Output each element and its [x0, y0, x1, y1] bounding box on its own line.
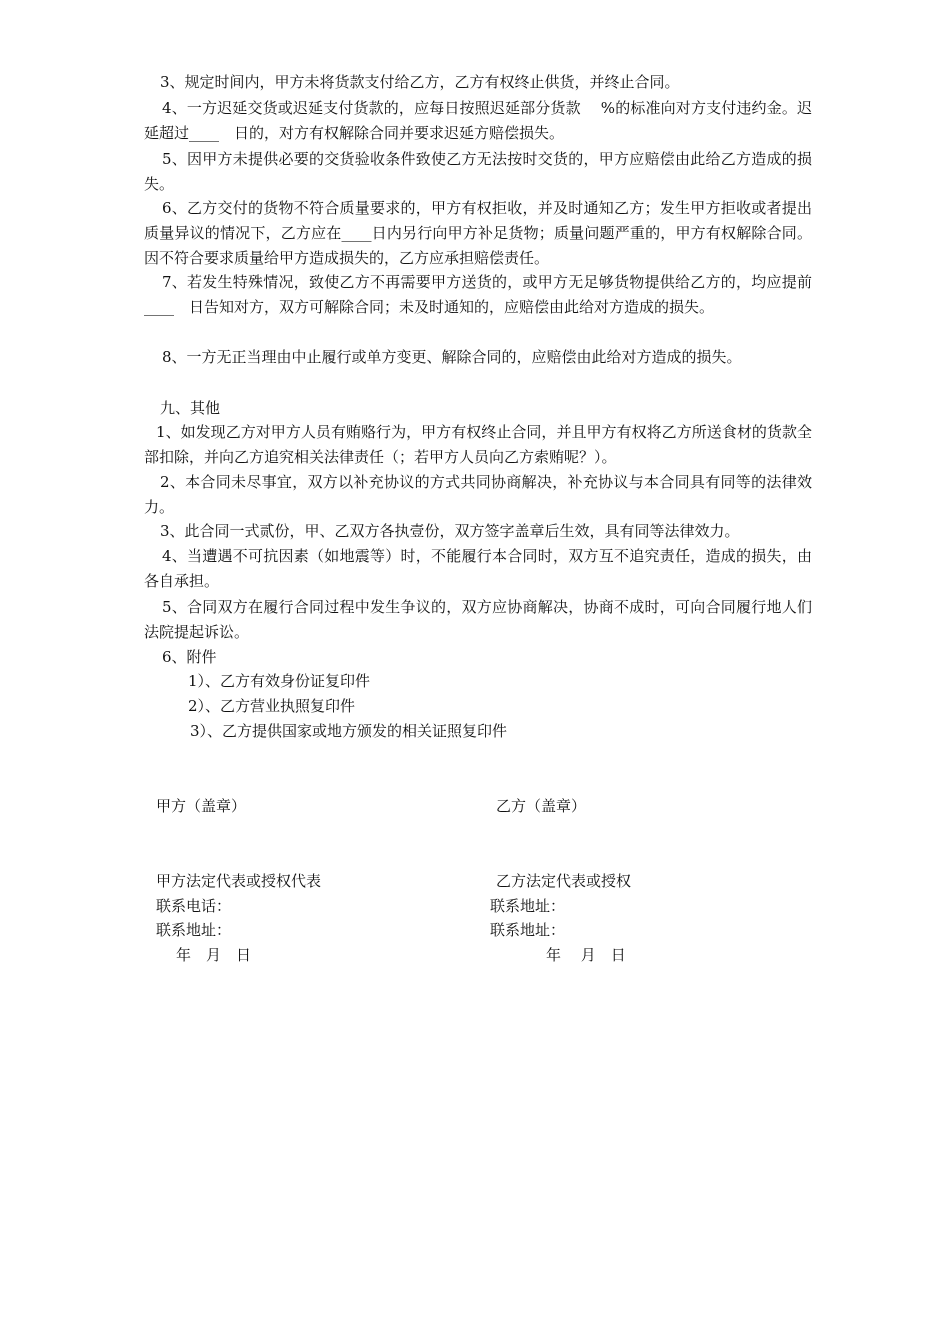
other-item-6: 6、附件 — [162, 648, 217, 666]
clause-8: 8、一方无正当理由中止履行或单方变更、解除合同的，应赔偿由此给对方造成的损失。 — [162, 348, 742, 366]
party-a-representative: 甲方法定代表或授权代表 — [156, 872, 322, 890]
party-b-seal: 乙方（盖章） — [496, 797, 587, 815]
party-b-phone: 联系地址： — [490, 897, 566, 915]
party-a-date: 年 月 日 — [176, 946, 252, 964]
party-a-phone: 联系电话： — [156, 897, 232, 915]
section-heading-other: 九、其他 — [160, 399, 221, 417]
party-b-date: 年 月 日 — [546, 946, 626, 964]
attachment-1: 1）、乙方有效身份证复印件 — [188, 672, 371, 690]
clause-5: 5、因甲方未提供必要的交货验收条件致使乙方无法按时交货的，甲方应赔偿由此给乙方造成的损失。 — [144, 150, 812, 193]
attachment-3: 3）、乙方提供国家或地方颁发的相关证照复印件 — [190, 722, 508, 740]
party-b-representative: 乙方法定代表或授权 — [496, 872, 632, 890]
other-item-1: 1、如发现乙方对甲方人员有贿赂行为，甲方有权终止合同，并且甲方有权将乙方所送食材的货款全部扣除，并向乙方追究相关法律责任（；若甲方人员向乙方索贿呢？）。 — [144, 423, 812, 466]
clause-4: 4、一方迟延交货或迟延支付货款的，应每日按照迟延部分货款 %的标准向对方支付违约金。迟延超过____ 日的，对方有权解除合同并要求迟延方赔偿损失。 — [144, 99, 812, 142]
other-item-5: 5、合同双方在履行合同过程中发生争议的，双方应协商解决，协商不成时，可向合同履行地人们法院提起诉讼。 — [144, 598, 812, 641]
clause-6: 6、乙方交付的货物不符合质量要求的，甲方有权拒收，并及时通知乙方；发生甲方拒收或者提出质量异议的情况下，乙方应在____日内另行向甲方补足货物；质量问题严重的，甲方有权解除合同。因不符合要求质量给甲方造成损失的，乙方应承担赔偿责任。 — [144, 199, 812, 267]
party-b-address: 联系地址： — [490, 921, 566, 939]
attachment-2: 2）、乙方营业执照复印件 — [188, 697, 356, 715]
clause-7: 7、若发生特殊情况，致使乙方不再需要甲方送货的，或甲方无足够货物提供给乙方的，均应提前____ 日告知对方，双方可解除合同；未及时通知的，应赔偿由此给对方造成的损失。 — [144, 273, 812, 316]
other-item-2: 2、本合同未尽事宜，双方以补充协议的方式共同协商解决，补充协议与本合同具有同等的法律效力。 — [144, 473, 812, 516]
other-item-3: 3、此合同一式贰份，甲、乙双方各执壹份，双方签字盖章后生效，具有同等法律效力。 — [160, 522, 740, 540]
party-a-address: 联系地址： — [156, 921, 232, 939]
party-a-seal: 甲方（盖章） — [156, 797, 247, 815]
clause-3: 3、规定时间内，甲方未将货款支付给乙方，乙方有权终止供货，并终止合同。 — [160, 73, 680, 91]
other-item-4: 4、当遭遇不可抗因素（如地震等）时，不能履行本合同时，双方互不追究责任，造成的损失，由各自承担。 — [144, 547, 812, 590]
